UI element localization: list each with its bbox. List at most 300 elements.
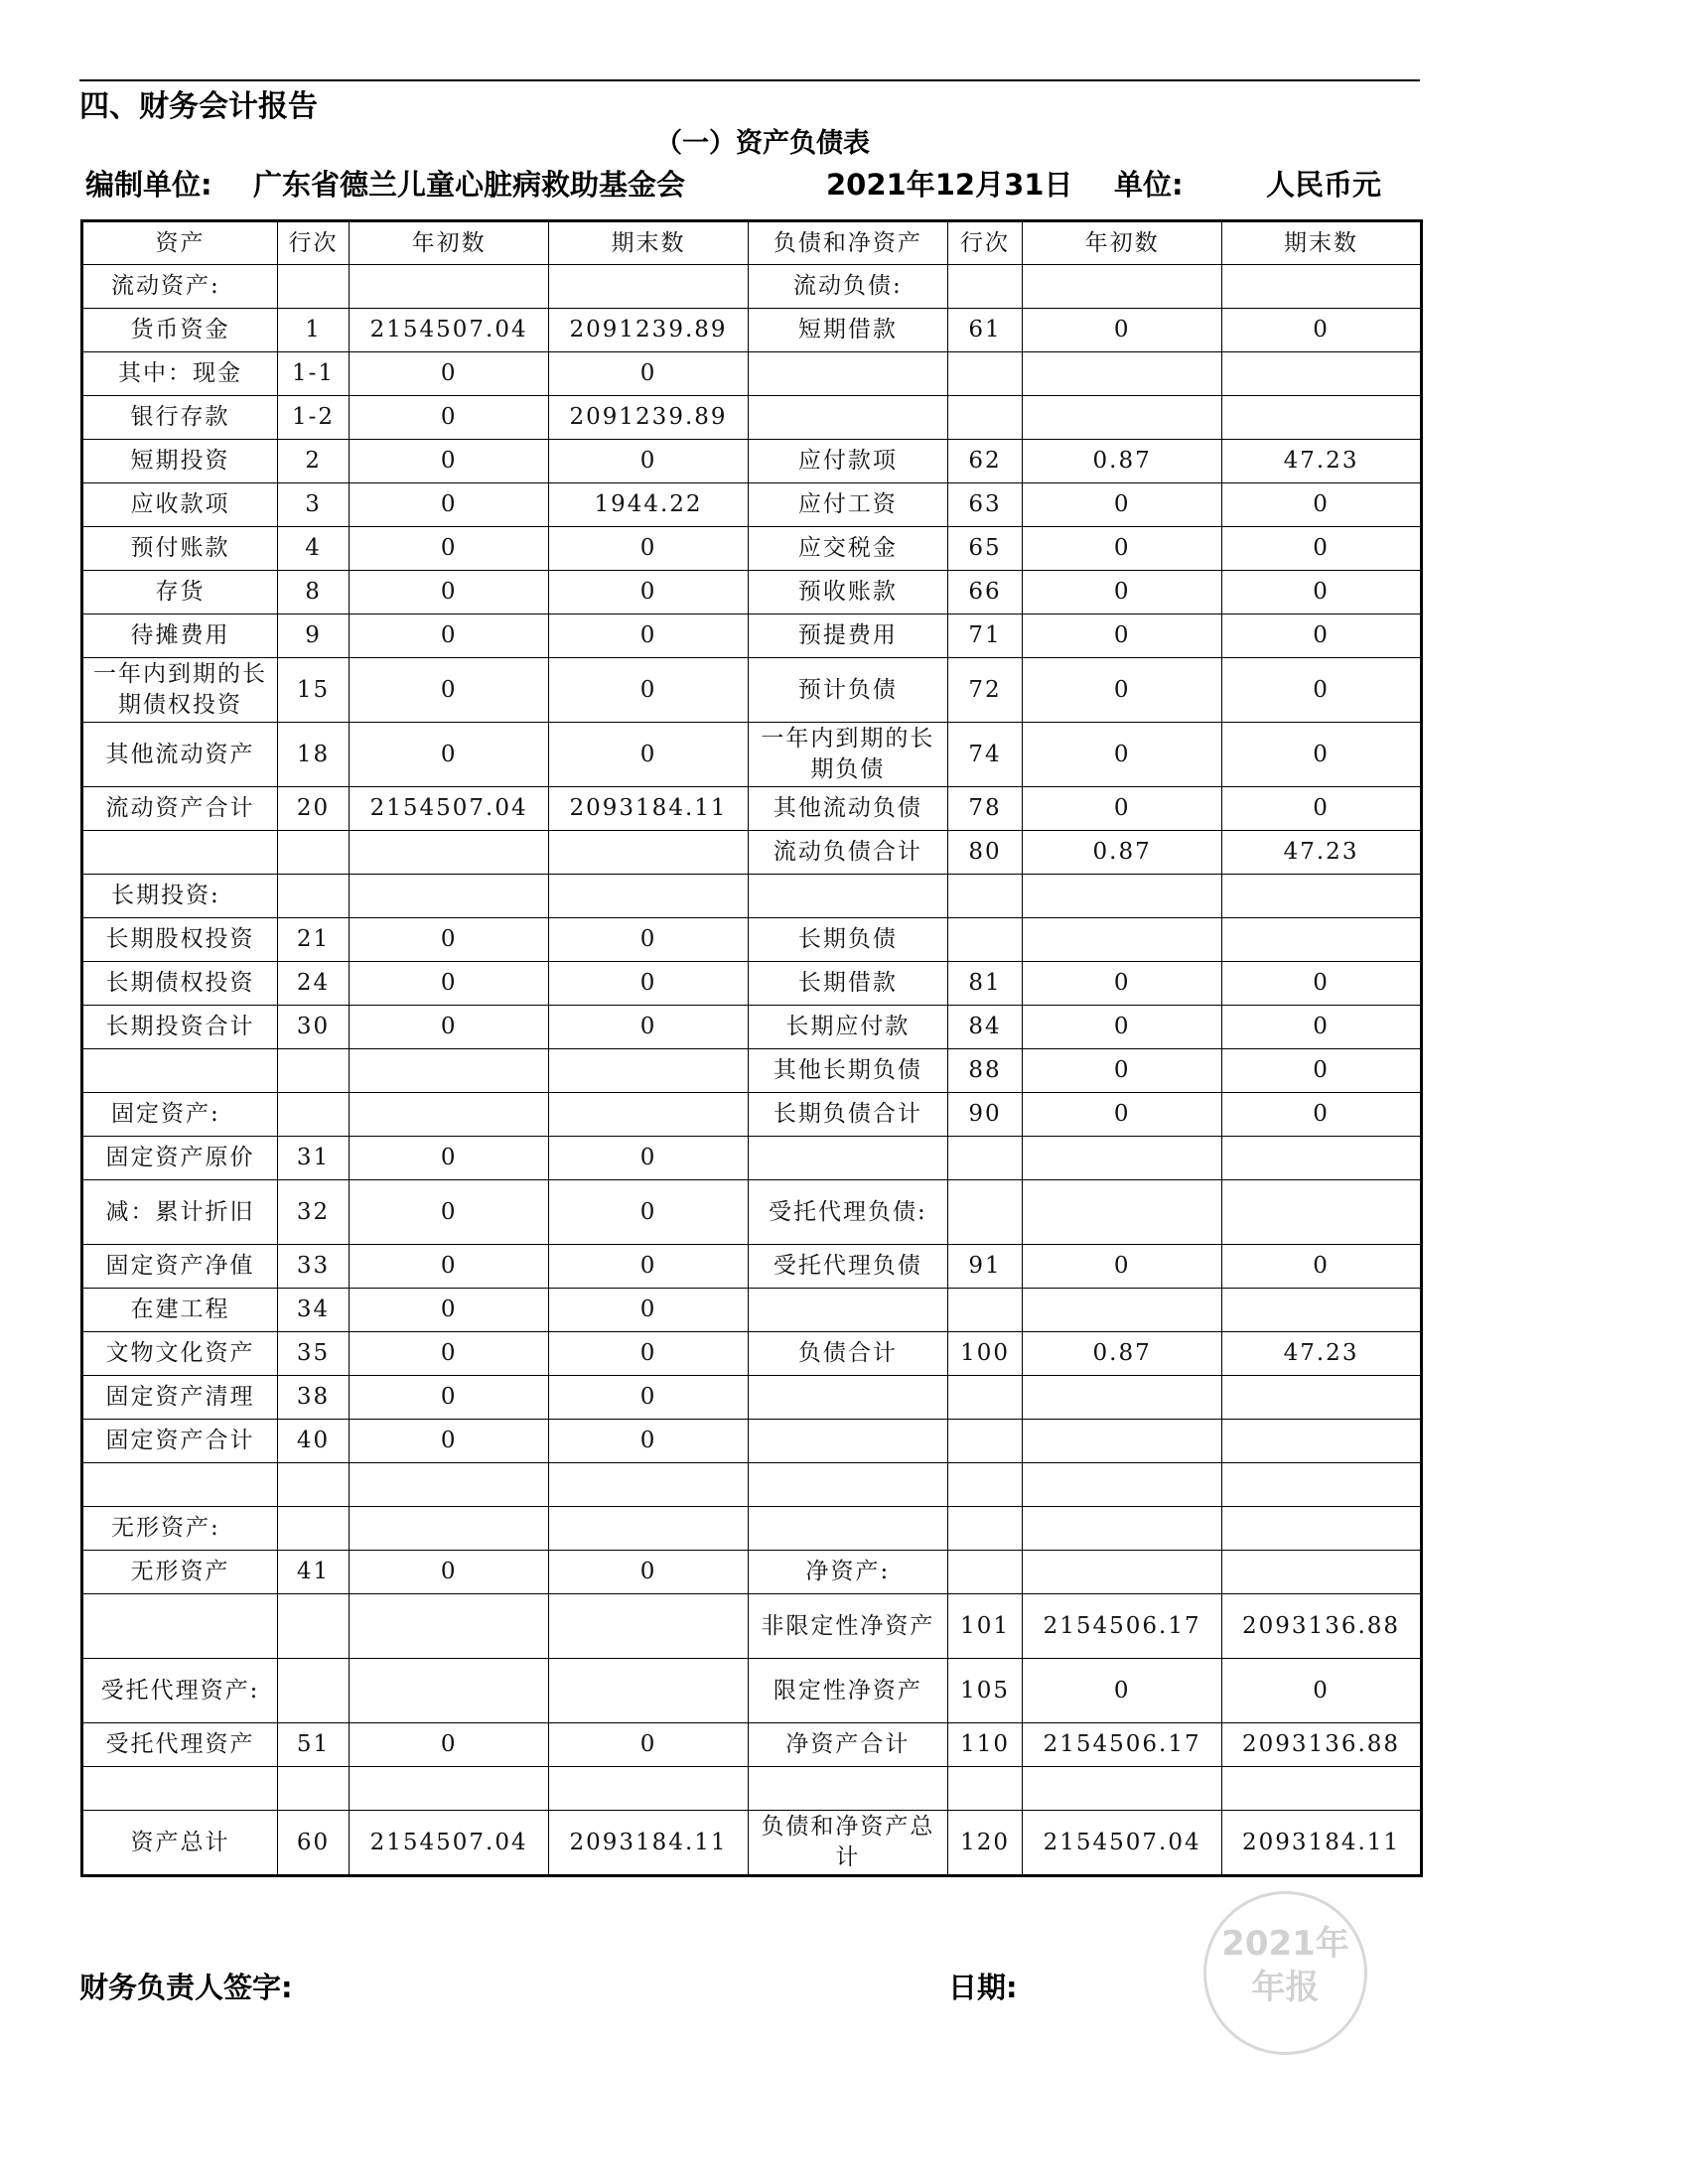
cell-asset-begin <box>350 1049 549 1093</box>
cell-asset-end: 0 <box>549 614 749 658</box>
cell-asset-name: 存货 <box>82 571 278 614</box>
cell-asset-name: 受托代理资产 <box>82 1723 278 1767</box>
cell-asset-end <box>549 1659 749 1723</box>
cell-liability-begin: 2154506.17 <box>1023 1723 1222 1767</box>
table-row <box>82 1659 1422 1723</box>
cell-asset-end: 0 <box>549 658 749 723</box>
table-row <box>82 309 1422 352</box>
cell-liability-end: 47.23 <box>1222 831 1422 875</box>
cell-liability-end <box>1222 1767 1422 1811</box>
column-header-asset-begin: 年初数 <box>350 221 549 265</box>
cell-asset-end: 0 <box>549 962 749 1006</box>
cell-asset-name <box>82 1594 278 1659</box>
cell-asset-line: 15 <box>277 658 349 723</box>
cell-liability-name: 预提费用 <box>748 614 947 658</box>
cell-liability-end: 2093184.11 <box>1222 1811 1422 1876</box>
cell-liability-end <box>1222 396 1422 440</box>
cell-liability-begin: 0 <box>1023 1006 1222 1049</box>
table-row <box>82 1006 1422 1049</box>
cell-liability-line <box>947 352 1022 396</box>
cell-asset-name: 长期股权投资 <box>82 918 278 962</box>
cell-asset-line <box>277 831 349 875</box>
cell-liability-line: 65 <box>947 527 1022 571</box>
cell-liability-begin <box>1023 352 1222 396</box>
cell-asset-begin: 0 <box>350 527 549 571</box>
cell-liability-begin: 0 <box>1023 1049 1222 1093</box>
cell-asset-begin: 0 <box>350 1289 549 1332</box>
cell-liability-begin <box>1023 1420 1222 1463</box>
table-row <box>82 1093 1422 1137</box>
column-header-asset-line: 行次 <box>277 221 349 265</box>
cell-liability-name: 流动负债合计 <box>748 831 947 875</box>
cell-liability-end <box>1222 1463 1422 1507</box>
cell-asset-line: 34 <box>277 1289 349 1332</box>
cell-asset-name: 长期债权投资 <box>82 962 278 1006</box>
cell-asset-end: 0 <box>549 571 749 614</box>
cell-liability-end: 0 <box>1222 787 1422 831</box>
cell-liability-end <box>1222 1137 1422 1180</box>
cell-liability-begin: 0 <box>1023 962 1222 1006</box>
table-row <box>82 723 1422 787</box>
cell-liability-name: 预计负债 <box>748 658 947 723</box>
table-row <box>82 614 1422 658</box>
cell-liability-end: 0 <box>1222 1093 1422 1137</box>
watermark-text: 年报 <box>1251 1968 1320 2007</box>
cell-liability-end <box>1222 1289 1422 1332</box>
cell-asset-begin <box>350 875 549 918</box>
cell-asset-name: 在建工程 <box>82 1289 278 1332</box>
cell-asset-line: 24 <box>277 962 349 1006</box>
cell-asset-name: 一年内到期的长期债权投资 <box>82 658 278 723</box>
date-label: 日期: <box>948 1971 1018 2004</box>
cell-liability-name: 长期负债 <box>748 918 947 962</box>
table-row <box>82 875 1422 918</box>
cell-liability-begin: 0 <box>1023 309 1222 352</box>
cell-asset-end: 0 <box>549 1137 749 1180</box>
cell-asset-begin <box>350 1659 549 1723</box>
cell-liability-end: 0 <box>1222 309 1422 352</box>
cell-asset-begin: 0 <box>350 962 549 1006</box>
cell-liability-begin <box>1023 1137 1222 1180</box>
cell-liability-begin <box>1023 1551 1222 1594</box>
cell-liability-line: 88 <box>947 1049 1022 1093</box>
cell-asset-name: 无形资产: <box>82 1507 278 1551</box>
cell-liability-name: 短期借款 <box>748 309 947 352</box>
cell-liability-begin <box>1023 1376 1222 1420</box>
cell-asset-end: 2093184.11 <box>549 1811 749 1876</box>
cell-liability-line: 80 <box>947 831 1022 875</box>
cell-asset-end: 1944.22 <box>549 483 749 527</box>
cell-asset-begin: 2154507.04 <box>350 1811 549 1876</box>
cell-liability-begin: 0.87 <box>1023 1332 1222 1376</box>
cell-liability-begin: 2154506.17 <box>1023 1594 1222 1659</box>
cell-liability-begin <box>1023 1463 1222 1507</box>
table-row <box>82 1723 1422 1767</box>
cell-liability-begin <box>1023 1507 1222 1551</box>
cell-liability-name: 流动负债: <box>748 265 947 309</box>
cell-asset-name: 长期投资合计 <box>82 1006 278 1049</box>
cell-liability-name: 受托代理负债: <box>748 1180 947 1245</box>
cell-liability-name: 长期借款 <box>748 962 947 1006</box>
cell-liability-end: 0 <box>1222 1049 1422 1093</box>
cell-asset-line <box>277 1049 349 1093</box>
cell-liability-name: 非限定性净资产 <box>748 1594 947 1659</box>
cell-liability-line: 90 <box>947 1093 1022 1137</box>
table-row <box>82 1180 1422 1245</box>
table-row <box>82 831 1422 875</box>
cell-liability-begin <box>1023 875 1222 918</box>
cell-asset-name <box>82 1463 278 1507</box>
cell-liability-begin: 0 <box>1023 614 1222 658</box>
cell-asset-name: 应收款项 <box>82 483 278 527</box>
cell-asset-end <box>549 831 749 875</box>
cell-liability-name: 预收账款 <box>748 571 947 614</box>
cell-asset-end: 0 <box>549 1376 749 1420</box>
cell-asset-begin <box>350 265 549 309</box>
cell-liability-line: 62 <box>947 440 1022 483</box>
report-date: 2021年12月31日 <box>826 168 1073 202</box>
cell-liability-begin <box>1023 1289 1222 1332</box>
cell-asset-end <box>549 1049 749 1093</box>
table-row <box>82 658 1422 723</box>
cell-asset-name: 流动资产: <box>82 265 278 309</box>
cell-asset-name: 固定资产净值 <box>82 1245 278 1289</box>
cell-liability-name: 应付款项 <box>748 440 947 483</box>
cell-liability-line <box>947 1463 1022 1507</box>
table-row <box>82 1420 1422 1463</box>
cell-liability-line <box>947 1420 1022 1463</box>
cell-asset-end <box>549 1093 749 1137</box>
cell-asset-end <box>549 1507 749 1551</box>
table-row <box>82 396 1422 440</box>
cell-liability-end: 0 <box>1222 658 1422 723</box>
cell-asset-end: 0 <box>549 1245 749 1289</box>
cell-asset-line: 40 <box>277 1420 349 1463</box>
cell-liability-end <box>1222 1376 1422 1420</box>
cell-asset-end: 2091239.89 <box>549 309 749 352</box>
cell-liability-begin: 2154507.04 <box>1023 1811 1222 1876</box>
cell-liability-end: 0 <box>1222 723 1422 787</box>
table-row <box>82 1376 1422 1420</box>
cell-asset-line <box>277 1594 349 1659</box>
cell-liability-name: 其他长期负债 <box>748 1049 947 1093</box>
column-header-asset-name: 资产 <box>82 221 278 265</box>
cell-asset-line: 9 <box>277 614 349 658</box>
cell-liability-name <box>748 1463 947 1507</box>
cell-liability-line: 78 <box>947 787 1022 831</box>
cell-asset-begin: 0 <box>350 723 549 787</box>
cell-asset-end: 0 <box>549 1332 749 1376</box>
cell-asset-name: 文物文化资产 <box>82 1332 278 1376</box>
cell-asset-end: 0 <box>549 1289 749 1332</box>
cell-asset-line <box>277 1659 349 1723</box>
cell-liability-end <box>1222 1180 1422 1245</box>
cell-asset-begin <box>350 1463 549 1507</box>
table-row <box>82 1463 1422 1507</box>
cell-liability-line: 105 <box>947 1659 1022 1723</box>
cell-asset-line: 18 <box>277 723 349 787</box>
table-row <box>82 1137 1422 1180</box>
column-header-liability-name: 负债和净资产 <box>748 221 947 265</box>
cell-asset-end <box>549 875 749 918</box>
cell-asset-begin <box>350 831 549 875</box>
cell-asset-line <box>277 1463 349 1507</box>
column-header-liability-line: 行次 <box>947 221 1022 265</box>
cell-liability-end: 0 <box>1222 483 1422 527</box>
cell-liability-line: 72 <box>947 658 1022 723</box>
cell-liability-line: 110 <box>947 1723 1022 1767</box>
cell-liability-line: 91 <box>947 1245 1022 1289</box>
cell-asset-name: 待摊费用 <box>82 614 278 658</box>
cell-asset-name: 无形资产 <box>82 1551 278 1594</box>
cell-asset-begin: 0 <box>350 614 549 658</box>
cell-asset-name: 其中：现金 <box>82 352 278 396</box>
table-row <box>82 352 1422 396</box>
cell-liability-begin: 0.87 <box>1023 831 1222 875</box>
cell-liability-begin: 0 <box>1023 658 1222 723</box>
cell-liability-name: 限定性净资产 <box>748 1659 947 1723</box>
cell-asset-begin <box>350 1507 549 1551</box>
cell-asset-line: 41 <box>277 1551 349 1594</box>
cell-liability-end <box>1222 1507 1422 1551</box>
cell-asset-line: 35 <box>277 1332 349 1376</box>
cell-asset-name: 其他流动资产 <box>82 723 278 787</box>
cell-liability-name: 应付工资 <box>748 483 947 527</box>
cell-liability-end <box>1222 352 1422 396</box>
cell-liability-name <box>748 1767 947 1811</box>
cell-liability-name: 其他流动负债 <box>748 787 947 831</box>
cell-liability-begin: 0 <box>1023 1093 1222 1137</box>
cell-liability-line: 101 <box>947 1594 1022 1659</box>
cell-liability-line <box>947 1376 1022 1420</box>
cell-asset-end: 0 <box>549 440 749 483</box>
cell-liability-end: 0 <box>1222 614 1422 658</box>
cell-liability-line <box>947 1507 1022 1551</box>
cell-liability-line: 74 <box>947 723 1022 787</box>
cell-asset-end <box>549 1767 749 1811</box>
cell-liability-begin: 0 <box>1023 483 1222 527</box>
cell-liability-name <box>748 1376 947 1420</box>
balance-sheet-table <box>80 219 1423 1877</box>
cell-liability-name <box>748 1507 947 1551</box>
org-name: 广东省德兰儿童心脏病救助基金会 <box>253 168 686 202</box>
cell-liability-line: 61 <box>947 309 1022 352</box>
table-row <box>82 1049 1422 1093</box>
cell-liability-end: 0 <box>1222 1659 1422 1723</box>
cell-liability-end: 2093136.88 <box>1222 1594 1422 1659</box>
cell-liability-name: 负债和净资产总计 <box>748 1811 947 1876</box>
cell-asset-begin: 0 <box>350 1006 549 1049</box>
cell-liability-begin: 0 <box>1023 723 1222 787</box>
cell-asset-end: 0 <box>549 527 749 571</box>
cell-asset-begin: 0 <box>350 352 549 396</box>
cell-asset-begin: 0 <box>350 483 549 527</box>
cell-asset-begin: 0 <box>350 1376 549 1420</box>
cell-liability-line: 66 <box>947 571 1022 614</box>
cell-liability-end: 2093136.88 <box>1222 1723 1422 1767</box>
cell-asset-end: 0 <box>549 352 749 396</box>
cell-asset-line: 38 <box>277 1376 349 1420</box>
cell-asset-name: 固定资产: <box>82 1093 278 1137</box>
cell-liability-line: 84 <box>947 1006 1022 1049</box>
cell-asset-begin: 2154507.04 <box>350 309 549 352</box>
cell-asset-line: 32 <box>277 1180 349 1245</box>
annual-report-watermark <box>1203 1891 1367 2055</box>
table-row <box>82 962 1422 1006</box>
cell-liability-line <box>947 265 1022 309</box>
cell-asset-end: 0 <box>549 918 749 962</box>
column-header-liability-begin: 年初数 <box>1023 221 1222 265</box>
table-row <box>82 571 1422 614</box>
cell-asset-begin <box>350 1594 549 1659</box>
cell-asset-end <box>549 1463 749 1507</box>
cell-asset-line: 21 <box>277 918 349 962</box>
cell-liability-line <box>947 918 1022 962</box>
cell-liability-end <box>1222 1420 1422 1463</box>
cell-asset-line <box>277 1093 349 1137</box>
cell-asset-line <box>277 875 349 918</box>
cell-asset-line: 20 <box>277 787 349 831</box>
cell-liability-name: 受托代理负债 <box>748 1245 947 1289</box>
cell-liability-name: 净资产: <box>748 1551 947 1594</box>
cell-asset-line: 33 <box>277 1245 349 1289</box>
cell-liability-name: 净资产合计 <box>748 1723 947 1767</box>
cell-asset-begin: 0 <box>350 1245 549 1289</box>
cell-asset-name: 货币资金 <box>82 309 278 352</box>
cell-liability-end: 0 <box>1222 571 1422 614</box>
table-row <box>82 1332 1422 1376</box>
cell-asset-line: 1 <box>277 309 349 352</box>
cell-asset-line: 8 <box>277 571 349 614</box>
cell-liability-name <box>748 1420 947 1463</box>
cell-liability-line <box>947 1767 1022 1811</box>
unit-label: 单位: <box>1114 168 1184 202</box>
table-row <box>82 1767 1422 1811</box>
cell-asset-line <box>277 265 349 309</box>
cell-asset-name: 固定资产合计 <box>82 1420 278 1463</box>
cell-liability-end <box>1222 875 1422 918</box>
cell-asset-line: 60 <box>277 1811 349 1876</box>
cell-asset-line: 3 <box>277 483 349 527</box>
cell-asset-end: 0 <box>549 1420 749 1463</box>
cell-liability-line <box>947 1289 1022 1332</box>
table-row <box>82 483 1422 527</box>
cell-asset-name: 预付账款 <box>82 527 278 571</box>
cell-asset-begin <box>350 1767 549 1811</box>
cell-asset-name: 长期投资: <box>82 875 278 918</box>
cell-asset-line: 1-1 <box>277 352 349 396</box>
cell-asset-line: 4 <box>277 527 349 571</box>
cell-liability-end: 47.23 <box>1222 440 1422 483</box>
cell-asset-end <box>549 265 749 309</box>
cell-asset-begin: 0 <box>350 1551 549 1594</box>
cell-asset-name <box>82 831 278 875</box>
cell-asset-line <box>277 1507 349 1551</box>
cell-asset-name <box>82 1767 278 1811</box>
cell-liability-begin: 0 <box>1023 527 1222 571</box>
cell-liability-name: 长期负债合计 <box>748 1093 947 1137</box>
cell-liability-end <box>1222 1551 1422 1594</box>
table-row <box>82 527 1422 571</box>
cell-liability-line <box>947 1180 1022 1245</box>
cell-liability-name: 应交税金 <box>748 527 947 571</box>
cell-liability-name <box>748 1137 947 1180</box>
cell-asset-begin: 0 <box>350 918 549 962</box>
table-row <box>82 918 1422 962</box>
cell-liability-line: 71 <box>947 614 1022 658</box>
cell-asset-name: 固定资产清理 <box>82 1376 278 1420</box>
watermark-year: 2021年 <box>1221 1924 1349 1964</box>
cell-liability-begin: 0 <box>1023 787 1222 831</box>
cell-liability-name: 长期应付款 <box>748 1006 947 1049</box>
cell-liability-name <box>748 396 947 440</box>
cell-liability-line: 100 <box>947 1332 1022 1376</box>
cell-liability-end: 0 <box>1222 527 1422 571</box>
cell-asset-begin: 0 <box>350 1420 549 1463</box>
cell-liability-begin: 0.87 <box>1023 440 1222 483</box>
table-header-row <box>82 221 1422 265</box>
cell-asset-begin: 0 <box>350 658 549 723</box>
table-title: （一）资产负债表 <box>655 128 870 159</box>
cell-liability-line <box>947 396 1022 440</box>
cell-asset-begin: 0 <box>350 1180 549 1245</box>
cell-asset-name: 受托代理资产: <box>82 1659 278 1723</box>
cell-liability-end: 47.23 <box>1222 1332 1422 1376</box>
cell-liability-end: 0 <box>1222 1245 1422 1289</box>
table-row <box>82 1594 1422 1659</box>
cell-asset-begin <box>350 1093 549 1137</box>
cell-asset-line: 1-2 <box>277 396 349 440</box>
table-row <box>82 1289 1422 1332</box>
cell-liability-end: 0 <box>1222 962 1422 1006</box>
column-header-liability-end: 期末数 <box>1222 221 1422 265</box>
cell-asset-line: 51 <box>277 1723 349 1767</box>
cell-liability-name: 一年内到期的长期负债 <box>748 723 947 787</box>
cell-asset-name: 减：累计折旧 <box>82 1180 278 1245</box>
cell-liability-line: 81 <box>947 962 1022 1006</box>
cell-asset-begin: 0 <box>350 1723 549 1767</box>
cell-asset-line: 2 <box>277 440 349 483</box>
cell-asset-end: 0 <box>549 1723 749 1767</box>
cell-asset-begin: 0 <box>350 1332 549 1376</box>
cell-asset-begin: 2154507.04 <box>350 787 549 831</box>
table-row <box>82 787 1422 831</box>
signature-label: 财务负责人签字: <box>79 1971 293 2004</box>
cell-asset-end: 0 <box>549 1006 749 1049</box>
table-row <box>82 1811 1422 1876</box>
cell-asset-end: 2093184.11 <box>549 787 749 831</box>
table-row <box>82 1507 1422 1551</box>
cell-asset-end: 0 <box>549 1551 749 1594</box>
unit-value: 人民币元 <box>1266 168 1382 202</box>
cell-asset-name: 银行存款 <box>82 396 278 440</box>
cell-liability-begin <box>1023 396 1222 440</box>
cell-liability-line <box>947 875 1022 918</box>
column-header-asset-end: 期末数 <box>549 221 749 265</box>
cell-asset-begin: 0 <box>350 440 549 483</box>
cell-asset-line <box>277 1767 349 1811</box>
cell-liability-begin <box>1023 918 1222 962</box>
cell-liability-begin <box>1023 265 1222 309</box>
cell-asset-begin: 0 <box>350 571 549 614</box>
org-label: 编制单位: <box>85 168 212 202</box>
cell-asset-name: 短期投资 <box>82 440 278 483</box>
cell-liability-begin <box>1023 1180 1222 1245</box>
cell-liability-line <box>947 1551 1022 1594</box>
cell-liability-name <box>748 1289 947 1332</box>
cell-liability-begin: 0 <box>1023 571 1222 614</box>
cell-asset-name <box>82 1049 278 1093</box>
